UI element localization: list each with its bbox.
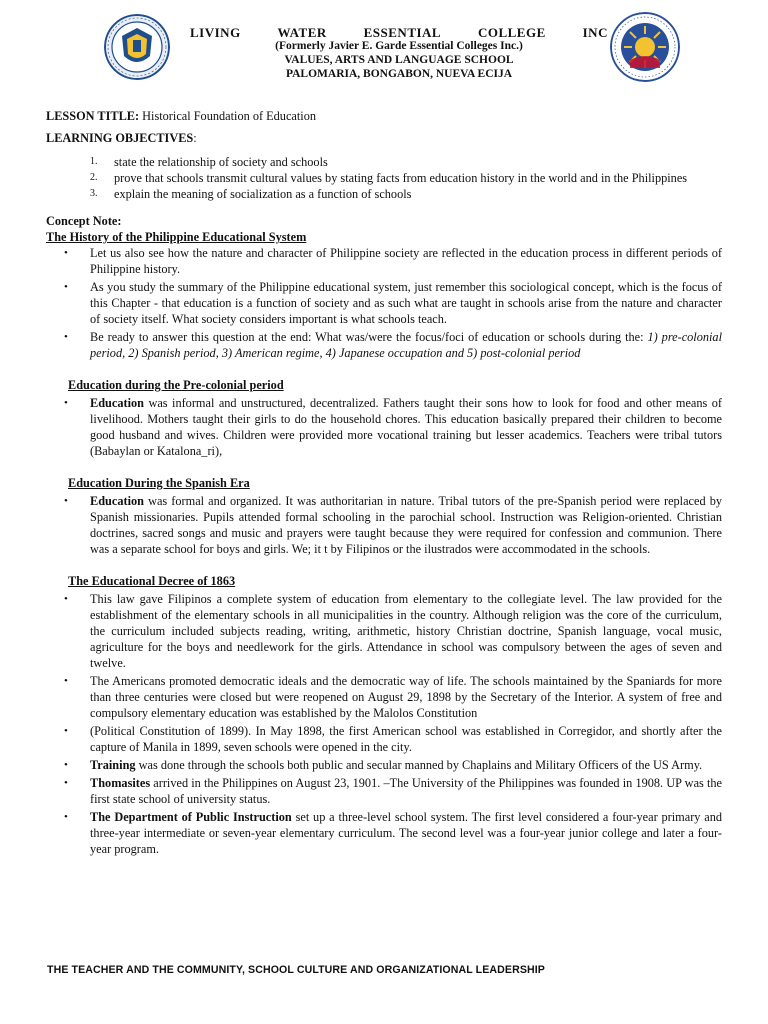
decree-section-title: The Educational Decree of 1863 — [68, 574, 236, 588]
list-item: • Training was done through the schools both public and secular manned by Chaplains and Military Officers of the US Army. — [64, 758, 703, 772]
list-item: • As you study the summary of the Philippine educational system, just remember this sociological concept, which is the focus of this Chapter - that education is a function of society and as such what are taught in schools arise from the nature and character of society itself. What society considers important is what schools teach. — [64, 280, 722, 326]
objective-item: 1. state the relationship of society and schools — [90, 155, 328, 169]
spanish-bullets — [46, 493, 722, 557]
lesson-title-label: LESSON TITLE: — [46, 109, 140, 123]
lesson-title — [46, 108, 722, 124]
objectives-list — [46, 154, 722, 202]
learning-objectives-heading: LEARNING OBJECTIVES: — [46, 131, 197, 145]
list-item: • Education was informal and unstructured, decentralized. Fathers taught their sons how to look for food and other means of livelihood. Mothers taught their girls to do the household chores. This education basically prepared their children to become good husband and wives. Children were provided more vocational training but lesser academics. Teachers were tribal tutors (Babaylan or Katalona_ri), — [64, 396, 722, 458]
school-name: VALUES, ARTS AND LANGUAGE SCHOOL — [284, 54, 514, 66]
precolonial-section-title: Education during the Pre-colonial period — [68, 378, 284, 392]
college-name — [190, 25, 608, 41]
lesson-title-value: Historical Foundation of Education — [142, 109, 316, 123]
school-address: PALOMARIA, BONGABON, NUEVA ECIJA — [285, 68, 513, 80]
college-name-word: ESSENTIAL — [363, 25, 442, 40]
lesson-content — [46, 108, 722, 859]
spanish-section-title: Education During the Spanish Era — [68, 476, 250, 490]
list-item: • (Political Constitution of 1899). In May 1898, the first American school was established in Corregidor, and shortly after the capture of Manila in 1899, seven schools were opened in the city. — [64, 724, 722, 754]
former-name: (Formerly Javier E. Garde Essential Colleges Inc.) — [275, 40, 523, 52]
college-seal-logo — [104, 14, 170, 80]
list-item: • Thomasites arrived in the Philippines on August 23, 1901. –The University of the Philippines was founded in 1908. UP was the first state school of university status. — [64, 776, 722, 806]
page-footer: THE TEACHER AND THE COMMUNITY, SCHOOL CULTURE AND ORGANIZATIONAL LEADERSHIP — [47, 964, 545, 976]
precolonial-bullets — [46, 395, 722, 459]
college-name-word: LIVING — [190, 25, 241, 40]
college-name-word: WATER — [277, 25, 327, 40]
objective-item: 3. explain the meaning of socialization as a function of schools — [90, 187, 412, 201]
history-bullets — [46, 245, 722, 361]
concept-note-label: Concept Note: — [46, 214, 122, 228]
college-name-word: COLLEGE — [477, 25, 546, 40]
list-item: • This law gave Filipinos a complete system of education from elementary to the collegiate level. The law provided for the establishment of the elementary schools in all municipalities in the country. Although religion was the core of the curriculum, the curriculum included subjects reading, writing, arithmetic, history Christian doctrine, Spanish language, vocal music, agriculture for the boys and needlework for the girls. Attendance in school was compulsory between the ages of seven and twelve. — [64, 592, 722, 670]
list-item: • Education was formal and organized. It was authoritarian in nature. Tribal tutors of the pre-Spanish period were replaced by Spanish missionaries. Pupils attended formal schooling in the parochial school. Instruction was Religion-oriented. Christian doctrines, sacred songs and music and prayers were taught because they were required for confession and communion. There was a separate school for boys and girls. We; it t by Filipinos or the ilustrados were accommodated in the schools. — [64, 494, 722, 556]
list-item: • The Americans promoted democratic ideals and the democratic way of life. The schools maintained by the Spaniards for more than three centuries were closed but were reopened on August 29, 1898 by the Secretary of the Interior. A system of free and compulsory elementary education was established by the Malolos Constitution — [64, 674, 722, 720]
list-item: • Be ready to answer this question at the end: What was/were the focus/foci of education or schools during the: 1) pre-colonial period, 2) Spanish period, 3) American regime, 4) Japanese occupation and 5) post-colonial period — [64, 330, 722, 360]
decree-bullets — [46, 591, 722, 857]
college-name-word: INC — [582, 25, 608, 40]
history-section-title: The History of the Philippine Educational System — [46, 230, 307, 244]
list-item: • Let us also see how the nature and character of Philippine society are reflected in the education process in different periods of Philippine history. — [64, 246, 722, 276]
objective-item: 2. prove that schools transmit cultural values by stating facts from education history in the world and in the Philippines — [90, 171, 688, 185]
commission-seal-logo — [610, 12, 680, 82]
list-item: • The Department of Public Instruction set up a three-level school system. The first level considered a four-year primary and three-year intermediate or seven-year elementary curriculum. The second level was a four-year junior college and later a four-year program. — [64, 810, 723, 856]
